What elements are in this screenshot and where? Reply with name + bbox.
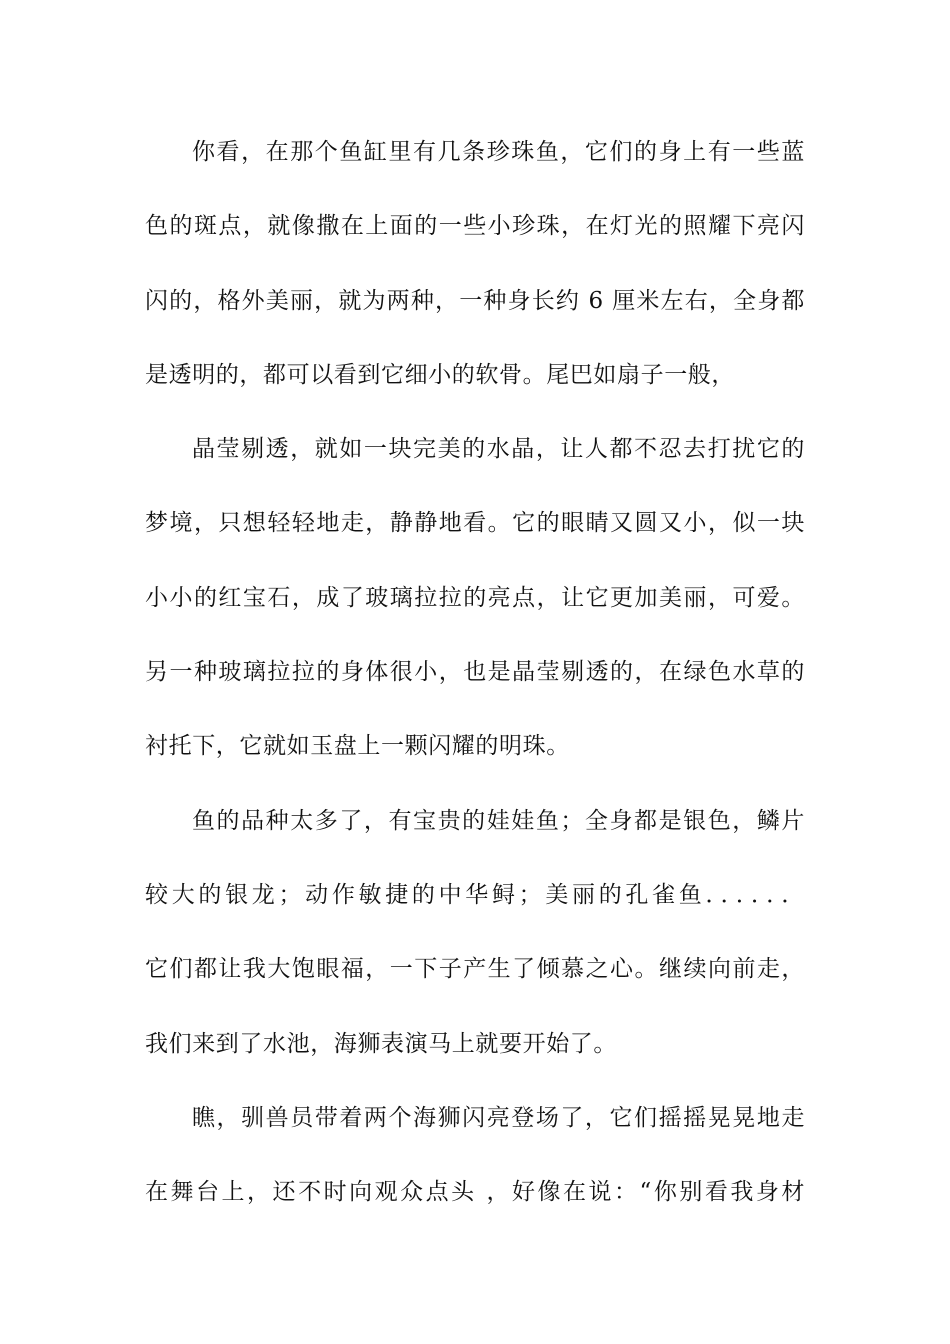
paragraph-1-line-3: 闪的，格外美丽，就为两种，一种身长约 6 厘米左右，全身都 [145, 287, 805, 314]
body-text [145, 127, 805, 1241]
paragraph-2-line-2: 梦境，只想轻轻地走，静静地看。它的眼睛又圆又小，似一块 [145, 510, 805, 537]
paragraph-2-line-3: 小小的红宝石，成了玻璃拉拉的亮点，让它更加美丽，可爱。 [145, 584, 805, 611]
paragraph-1-line-4: 是透明的，都可以看到它细小的软骨。尾巴如扇子一般， [145, 361, 735, 388]
paragraph-2-line-4: 另一种玻璃拉拉的身体很小，也是晶莹剔透的，在绿色水草的 [145, 659, 805, 686]
paragraph-3-line-4: 我们来到了水池，海狮表演马上就要开始了。 [145, 1030, 617, 1057]
paragraph-4-line-1: 瞧，驯兽员带着两个海狮闪亮登场了，它们摇摇晃晃地走 [192, 1104, 805, 1131]
paragraph-3-line-2: 较大的银龙；动作敏捷的中华鲟；美丽的孔雀鱼．．．．．． [145, 881, 805, 908]
paragraph-3-line-3: 它们都让我大饱眼福，一下子产生了倾慕之心。继续向前走， [145, 956, 805, 983]
paragraph-2-line-5: 衬托下，它就如玉盘上一颗闪耀的明珠。 [145, 733, 570, 760]
paragraph-1-line-1: 你看，在那个鱼缸里有几条珍珠鱼，它们的身上有一些蓝 [192, 139, 805, 165]
paragraph-2-line-1: 晶莹剔透，就如一块完美的水晶，让人都不忍去打扰它的 [192, 436, 805, 463]
paragraph-3-line-1: 鱼的品种太多了，有宝贵的娃娃鱼；全身都是银色，鳞片 [192, 807, 805, 834]
paragraph-4-line-2: 在舞台上，还不时向观众点头 ，好像在说：“你别看我身材 [145, 1179, 805, 1206]
paragraph-1-line-2: 色的斑点，就像撒在上面的一些小珍珠，在灯光的照耀下亮闪 [145, 213, 805, 240]
